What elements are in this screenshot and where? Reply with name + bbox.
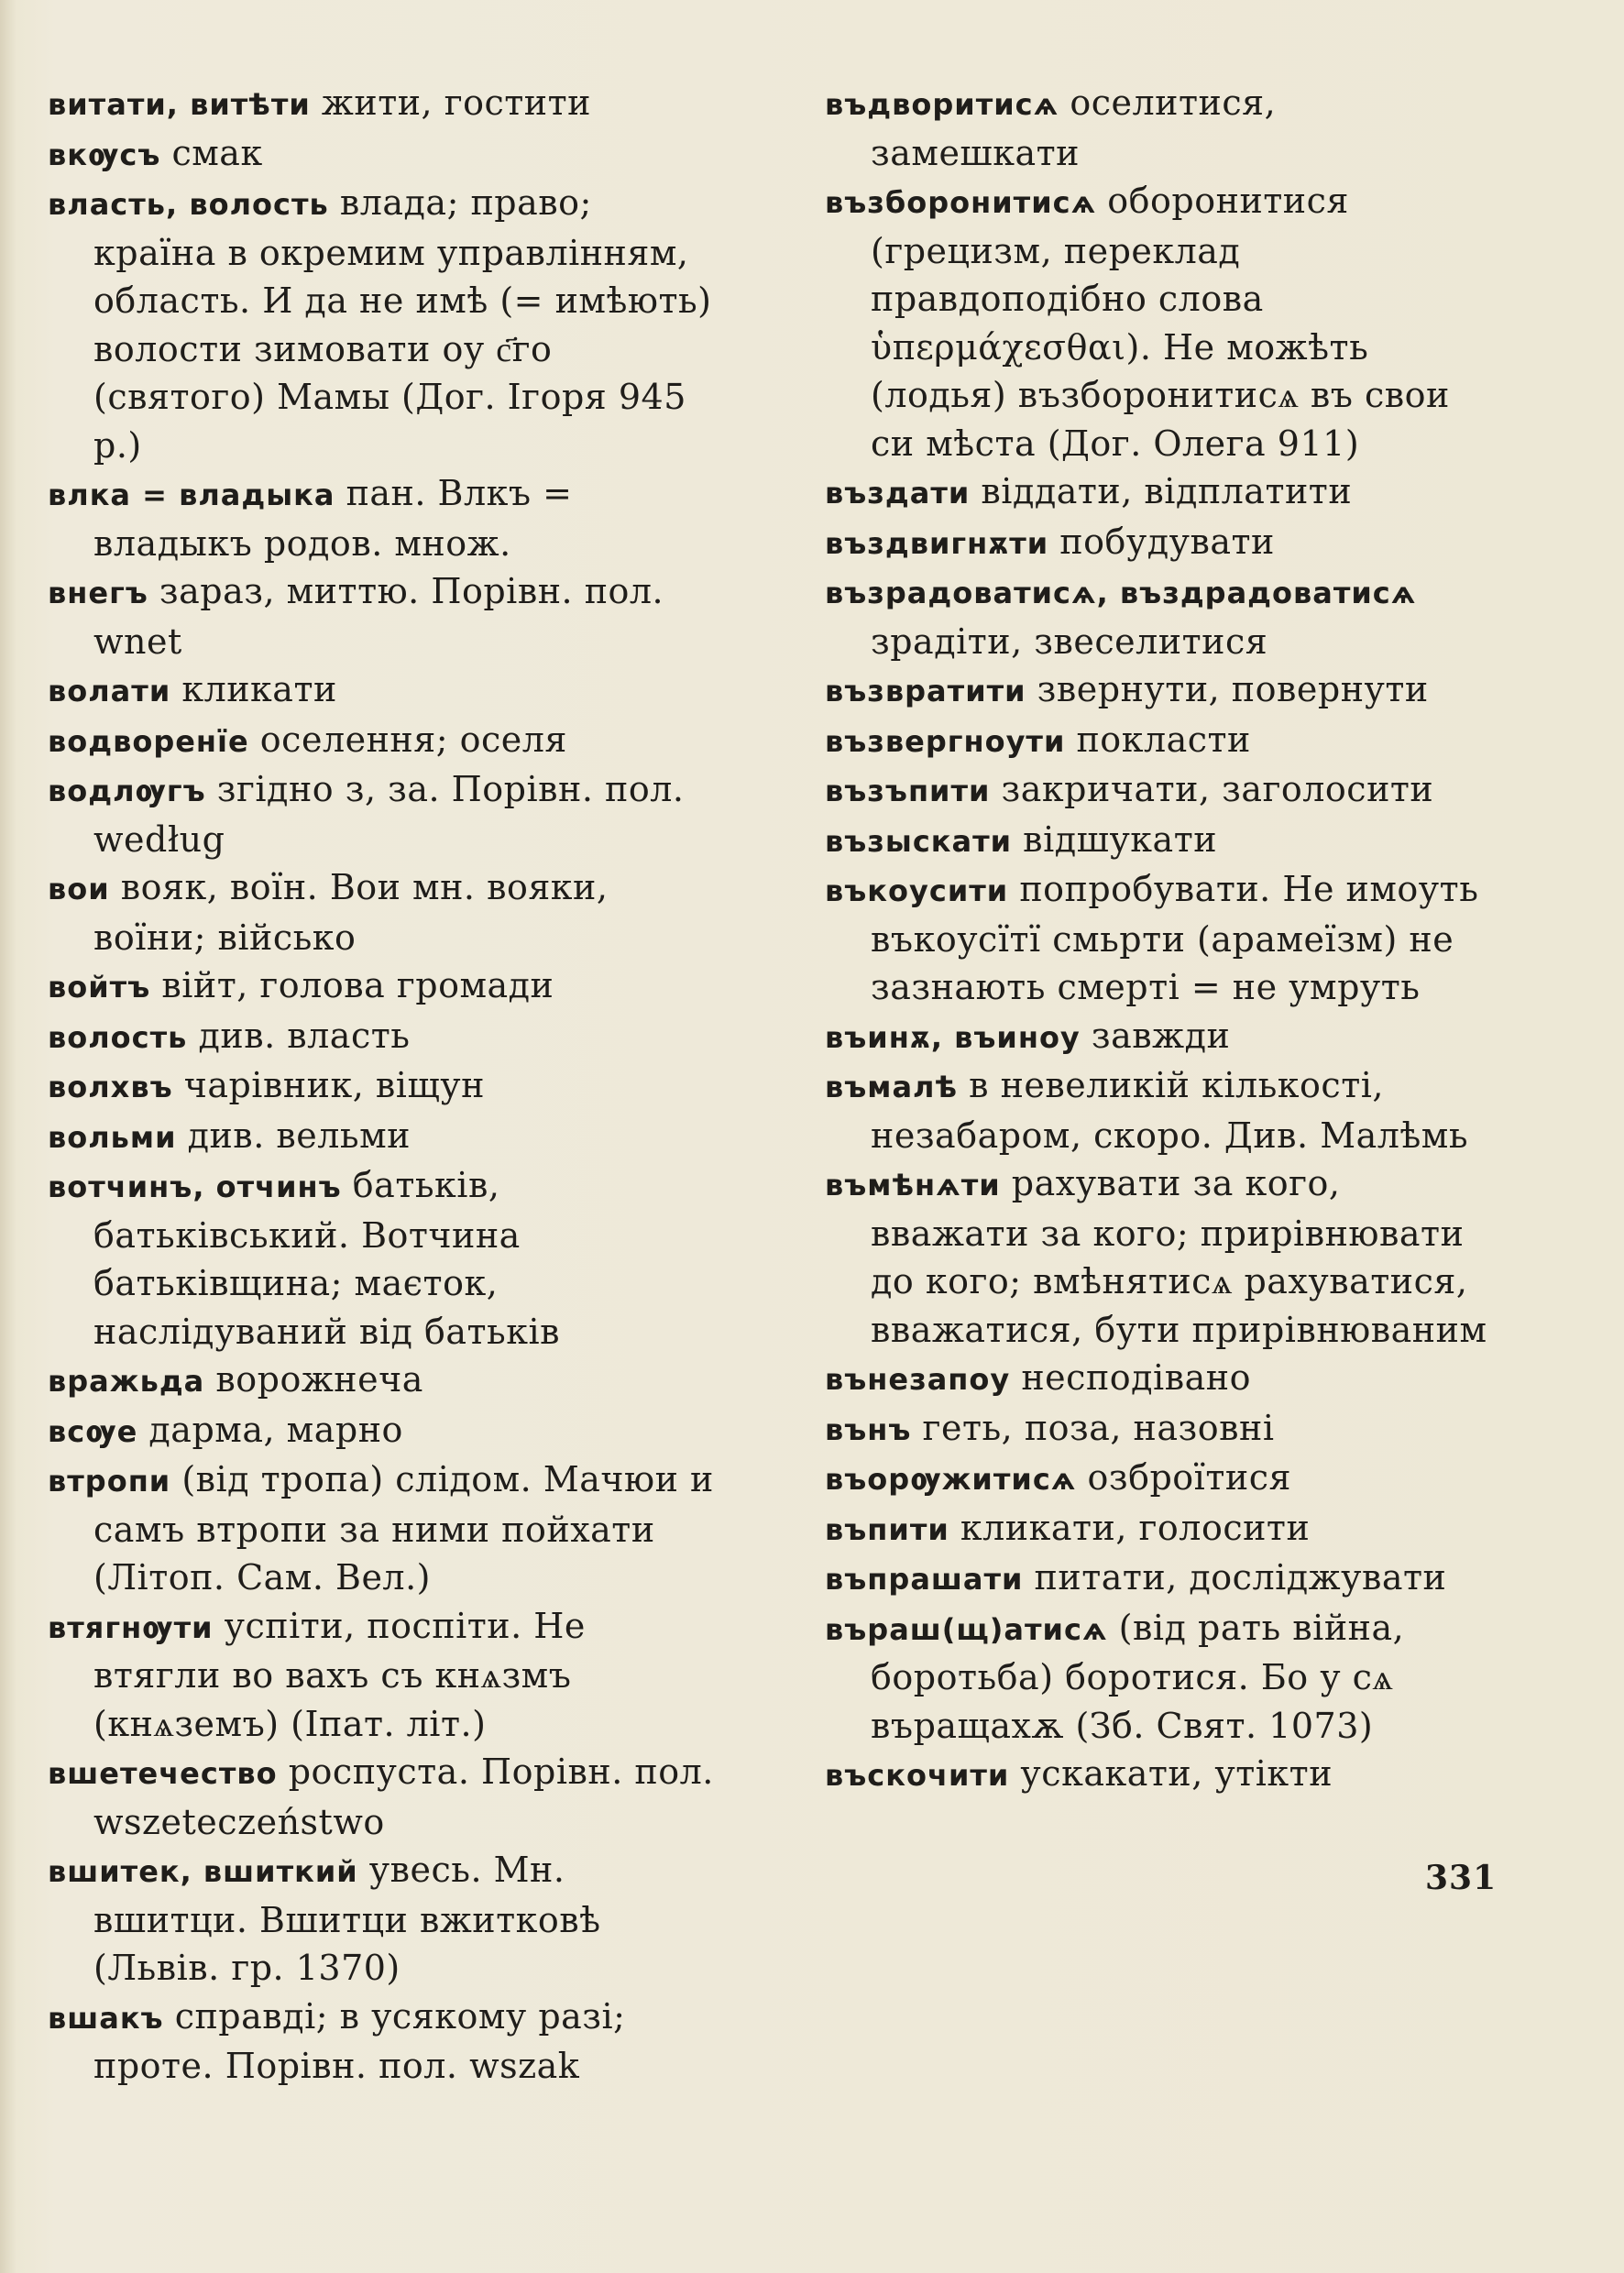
entry-votchin: вотчинъ, отчинъ батьків, батьківський. Вотчина батьківщина; маєток, наслідуваний від батьків: [48, 1165, 560, 1352]
entry-vtyagnuty: втягнѹти успіти, поспіти. Не втягли во вахъ съ кнѧзмъ (кнѧземъ) (Іпат. літ.): [48, 1605, 586, 1744]
entry-vodlug: водлѹгъ згідно з, за. Порівн. пол. według: [48, 769, 685, 860]
entry-volaty: волати кликати: [48, 669, 337, 709]
entry-vskochyty: въскочити ускакати, утікти: [825, 1753, 1333, 1794]
entry-vrashatysya: въраш(щ)атисѧ (від рать війна, боротьба) боротися. Бо у сѧ въращахѫ (Зб. Свят. 1073): [825, 1607, 1405, 1746]
entry-vodvorenie: водворенїе оселення; оселя: [48, 719, 567, 760]
entry-vmale: въмалѣ в невеликій кількості, незабаром, скоро. Див. Малѣмь: [825, 1065, 1469, 1156]
entry-vzvratyty: възвратити звернути, повернути: [825, 669, 1429, 709]
entry-volost: волость див. власть: [48, 1015, 411, 1056]
entry-vlka: влка = владыка пан. Влкъ = владыкъ родов. множ.: [48, 473, 573, 564]
entry-voit: войтъ війт, голова громади: [48, 965, 554, 1005]
entry-vzvergnuty: възвергноути покласти: [825, 719, 1251, 760]
entry-vynu: въинѫ, въиноу завжди: [825, 1015, 1231, 1056]
entry-vtropy: втропи (від тропа) слідом. Мачюи и самъ втропи за ними пойхати (Літоп. Сам. Вел.): [48, 1459, 714, 1598]
entry-vytaty: витати, витѣти жити, гостити: [48, 82, 591, 123]
entry-vsue: всѹе дарма, марно: [48, 1409, 403, 1450]
entry-vprashaty: въпрашати питати, досліджувати: [825, 1557, 1447, 1598]
entry-vrazhda: вражьда ворожнеча: [48, 1359, 423, 1400]
entry-vlast: власть, волость влада; право; країна в окремим управлінням, область. И да не имѣ (= имѣють) волости зимовати оу с҃го (святого) Мамы (Дог. Ігоря 945 р.): [48, 182, 712, 466]
entry-vmenyaty: въмѣнѧти рахувати за кого, вважати за кого; прирівнювати до кого; вмѣнятисѧ рахуватися, вважатися, бути прирівнюваним: [825, 1163, 1487, 1350]
entry-vn: вънъ геть, поза, назовні: [825, 1407, 1275, 1448]
entry-vpyty: въпити кликати, голосити: [825, 1507, 1311, 1548]
entry-vzyskaty: възыскати відшукати: [825, 818, 1218, 860]
entry-vzboronytysya: възборонитисѧ оборонитися (грецизм, переклад правдоподібно слова ὑπερμάχεσθαι). Не можѣть (лодья) възборонитисѧ въ свои си мѣста (Дог. Олега 911): [825, 181, 1450, 464]
entry-vzdaty: въздати віддати, відплатити: [825, 471, 1353, 511]
entry-vshytek: вшитек, вшиткий увесь. Мн. вшитци. Вшитци вжитковѣ (Львів. гр. 1370): [48, 1850, 601, 1988]
entry-vzpyty: възъпити закричати, заголосити: [825, 769, 1434, 809]
entry-vneg: внегъ зараз, миттю. Порівн. пол. wnet: [48, 571, 664, 662]
entry-vzdvygnuty: въздвигнѫти побудувати: [825, 521, 1275, 562]
page-number: 331: [1425, 1859, 1498, 1897]
entry-vkusyty: въкоусити попробувати. Не имоуть въкоусїтї смьрти (арамеїзм) не зазнають смерті = не умруть: [825, 869, 1479, 1007]
right-column: [825, 79, 1489, 1800]
entry-vkus: вкѹсъ смак: [48, 132, 263, 173]
entry-vzradovatysya: възрадоватисѧ, въздрадоватисѧ зрадіти, звеселитися: [825, 576, 1417, 662]
entry-vshak: вшакъ справді; в усякому разі; проте. Порівн. пол. wszak: [48, 1995, 626, 2086]
entry-vnezapu: вънезапоу несподівано: [825, 1357, 1251, 1398]
left-column: [48, 79, 721, 2091]
entry-vdvorytysya: въдворитисѧ оселитися, замешкати: [825, 82, 1277, 173]
entry-vooruzhytysya: въорѹжитисѧ озброїтися: [825, 1457, 1291, 1498]
entry-voi: вои вояк, воїн. Вои мн. вояки, воїни; військо: [48, 867, 609, 958]
entry-volhv: волхвъ чарівник, віщун: [48, 1065, 485, 1105]
entry-volmy: вольми див. вельми: [48, 1115, 411, 1156]
entry-vshetechestvo: вшетечество роспуста. Порівн. пол. wszeteczeństwo: [48, 1751, 714, 1842]
